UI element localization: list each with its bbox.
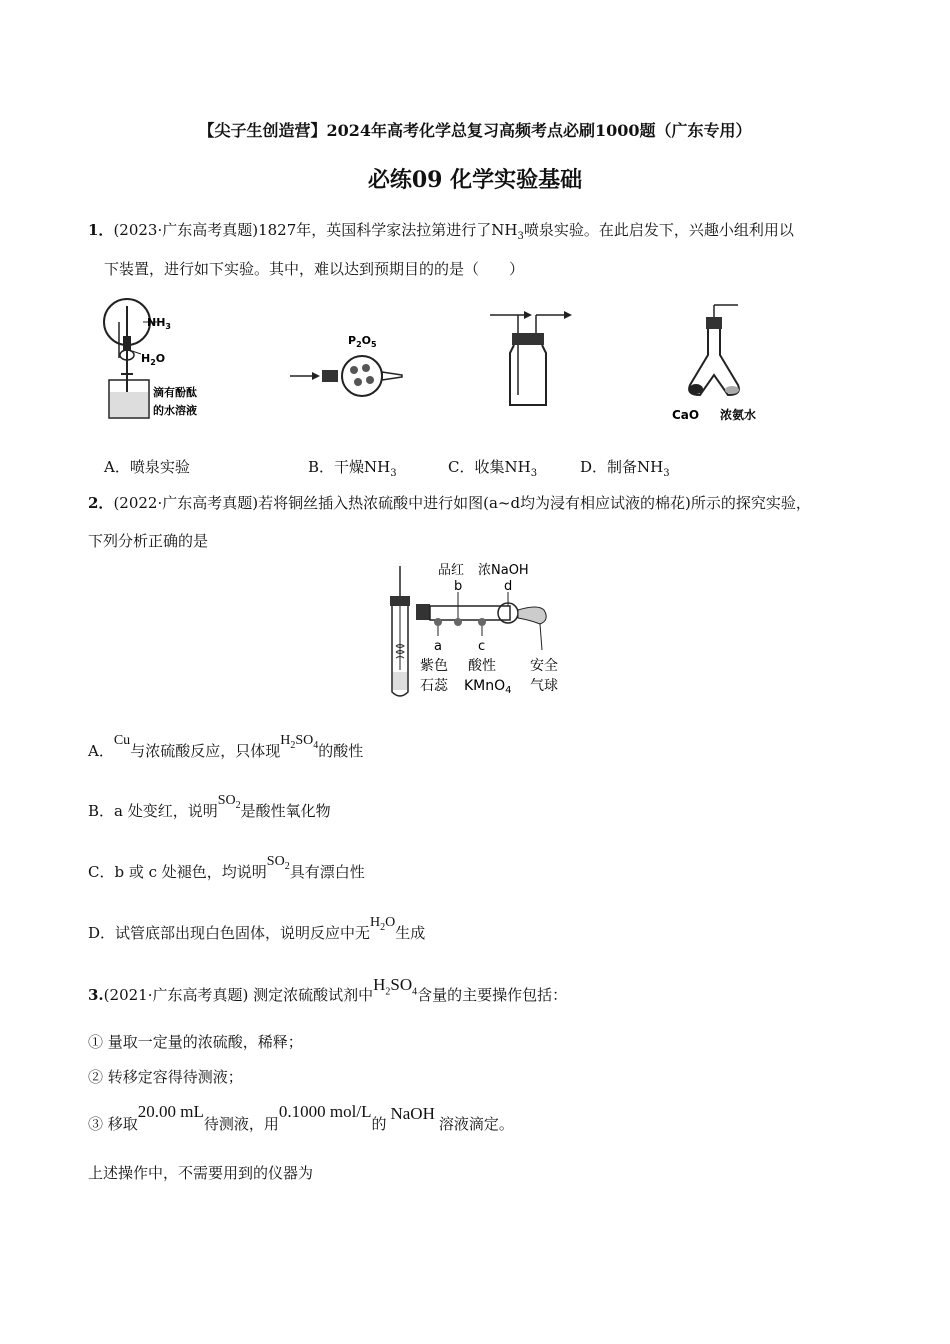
q1-line2: 下装置，进行如下实验。其中，难以达到预期目的的是（ ） (104, 260, 525, 278)
svg-text:安全: 安全 (530, 658, 558, 674)
q2-number: 2． (88, 494, 114, 512)
q2-option-c[interactable]: C．b 或 c 处褪色，均说明$SO_2$具有漂白性 (88, 854, 365, 881)
q3-number: 3. (88, 986, 104, 1004)
q3-step1: ① 量取一定量的浓硫酸，稀释； (88, 1033, 303, 1051)
q3-intro: 3.(2021·广东高考真题) 测定浓硫酸试剂中$H_2SO_4$含量的主要操作包括： (88, 975, 568, 1004)
q2-option-b[interactable]: B．a 处变红，说明$SO_2$是酸性氧化物 (88, 793, 331, 820)
svg-text:d: d (504, 579, 513, 594)
svg-text:KMnO4: KMnO$_4$ (464, 678, 512, 696)
svg-text:浓NaOH: 浓NaOH (478, 563, 529, 578)
svg-text:紫色: 紫色 (420, 658, 448, 674)
q2-line2: 下列分析正确的是 (88, 532, 209, 550)
y-tube-figure (672, 295, 782, 425)
q3-last-line: 上述操作中，不需要用到的仪器为 (88, 1164, 314, 1182)
svg-text:酸性: 酸性 (468, 658, 496, 674)
svg-text:浓氨水: 浓氨水 (720, 408, 757, 422)
q3-step3: ③ 移取20.00 mL待测液，用0.1000 mol/L的NaOH溶液滴定。 (88, 1102, 514, 1133)
q2-line1: 2．(2022·广东高考真题)若将铜丝插入热浓硫酸中进行如图(a~d均为浸有相应试液的棉花)所示的探究实验， (88, 494, 811, 512)
copper-sulfuric-acid-figure (380, 560, 580, 700)
q2-option-d[interactable]: D．试管底部出现白色固体，说明反应中无$H_2O$生成 (88, 915, 426, 942)
svg-text:的水溶液: 的水溶液 (153, 404, 197, 417)
document-header: 【尖子生创造营】2024年高考化学总复习高频考点必刷1000题（广东专用） (198, 121, 752, 140)
svg-text:P2O5: $P_2O_5$ (348, 334, 377, 349)
q1-option-b[interactable]: B．干燥$NH_3$ (308, 458, 397, 479)
q1-number: 1． (88, 221, 114, 239)
svg-text:b: b (454, 579, 463, 594)
drying-tube-figure (290, 330, 410, 400)
q1-option-a[interactable]: A．喷泉实验 (104, 458, 190, 476)
section-title: 必练09 化学实验基础 (367, 167, 583, 193)
svg-text:NH3: $NH_3$ (147, 316, 171, 331)
q1-option-d[interactable]: D．制备$NH_3$ (580, 458, 670, 479)
q2-option-a[interactable]: A．Cu与浓硫酸反应，只体现$H_2SO_4$的酸性 (88, 733, 364, 760)
svg-text:CaO: CaO (672, 408, 700, 422)
svg-text:a: a (434, 639, 442, 654)
q3-step2: ② 转移定容得待测液； (88, 1068, 243, 1086)
svg-text:c: c (478, 639, 486, 654)
svg-text:气球: 气球 (530, 678, 558, 694)
svg-text:H2O: $H_2O$ (141, 352, 166, 367)
q1-option-c[interactable]: C．收集$NH_3$ (448, 458, 538, 479)
q1-line1: 1．(2023·广东高考真题)1827年，英国科学家法拉第进行了$NH_3$喷泉实验。在此启发下，兴趣小组利用以 (88, 221, 794, 242)
svg-text:品红: 品红 (438, 563, 465, 578)
collection-bottle-figure (488, 305, 578, 415)
fountain-apparatus-figure (95, 292, 235, 427)
svg-text:石蕊: 石蕊 (420, 678, 448, 694)
svg-text:滴有酚酞: 滴有酚酞 (153, 386, 197, 399)
